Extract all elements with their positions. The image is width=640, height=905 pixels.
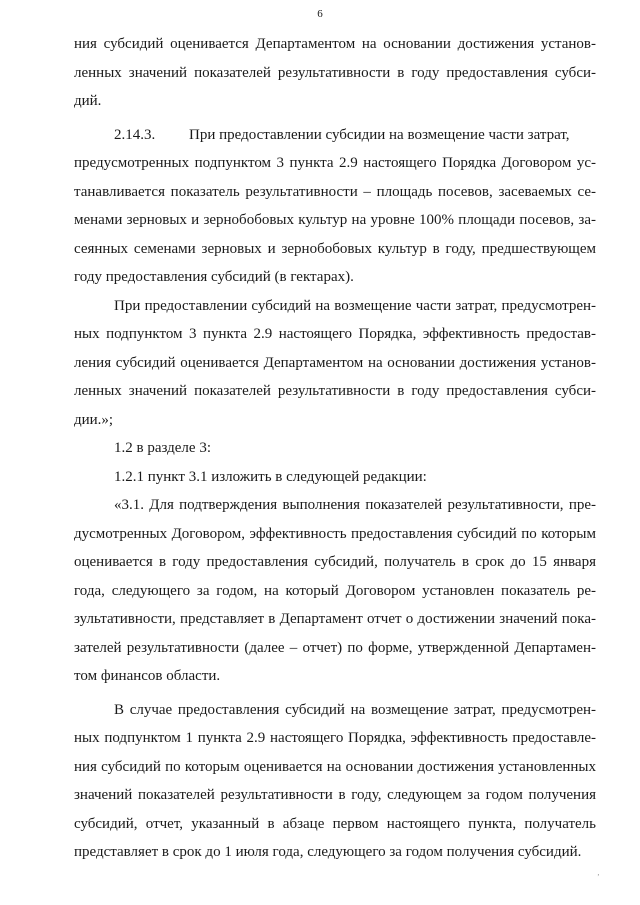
text-line: оценивается в году предоставления субсидий, получатель в срок до 15 января	[74, 554, 596, 570]
section-first-line: При предоставлении субсидии на возмещение части затрат,	[189, 126, 570, 143]
text-line: значений показателей результативности в году, следующем за годом получения	[74, 787, 596, 803]
text-line: зателей результативности (далее – отчет) по форме, утвержденной Департамен-	[74, 639, 596, 656]
scan-mark: ‚	[597, 868, 600, 877]
text-line: дий.	[74, 93, 102, 109]
text-line: том финансов области.	[74, 668, 221, 684]
text-line: «3.1. Для подтверждения выполнения показателей результативности, пре-	[114, 497, 596, 513]
section-number: 2.14.3.	[114, 126, 156, 143]
text-line: В случае предоставления субсидий на возмещение затрат, предусмотрен-	[114, 701, 596, 718]
text-line: предусмотренных подпунктом 3 пункта 2.9 настоящего Порядка Договором ус-	[74, 155, 596, 171]
text-line: ленных значений показателей результативности в году предоставления субси-	[74, 383, 596, 399]
text-line: ных подпунктом 3 пункта 2.9 настоящего Порядка, эффективность предостав-	[74, 326, 596, 342]
text-line: ния субсидий по которым оценивается на основании достижения установленных	[74, 758, 596, 775]
text-line: году предоставления субсидий (в гектарах).	[74, 269, 354, 285]
text-line: года, следующего за годом, на который Договором установлен показатель ре-	[74, 582, 596, 599]
text-line: 1.2 в разделе 3:	[114, 440, 211, 456]
text-line: ных подпунктом 1 пункта 2.9 настоящего Порядка, эффективность предоставле-	[74, 730, 596, 746]
text-line: субсидий, отчет, указанный в абзаце первом настоящего пункта, получатель	[74, 815, 596, 832]
text-line: ния субсидий оценивается Департаментом на основании достижения установ-	[74, 36, 596, 52]
page-number: 6	[317, 8, 323, 20]
text-line: представляет в срок до 1 июля года, следующего за годом получения субсидий.	[74, 844, 582, 860]
text-line: ления субсидий оценивается Департаментом на основании достижения установ-	[74, 354, 596, 371]
text-line: 1.2.1 пункт 3.1 изложить в следующей редакции:	[114, 468, 427, 485]
text-line: ленных значений показателей результативности в году предоставления субси-	[74, 64, 596, 81]
text-line: дии.»;	[74, 411, 114, 428]
text-line: танавливается показатель результативности – площадь посевов, засеваемых се-	[74, 183, 596, 200]
section-heading-line	[74, 121, 596, 150]
document-body	[74, 30, 596, 867]
text-line: сеянных семенами зерновых и зернобобовых культур в году, предшествующем	[74, 240, 596, 257]
text-line: менами зерновых и зернобобовых культур на уровне 100% площади посевов, за-	[74, 212, 596, 228]
text-line: При предоставлении субсидий на возмещение части затрат, предусмотрен-	[114, 297, 596, 314]
text-line: зультативности, представляет в Департамент отчет о достижении значений пока-	[74, 611, 596, 627]
text-line: дусмотренных Договором, эффективность предоставления субсидий по которым	[74, 525, 596, 542]
